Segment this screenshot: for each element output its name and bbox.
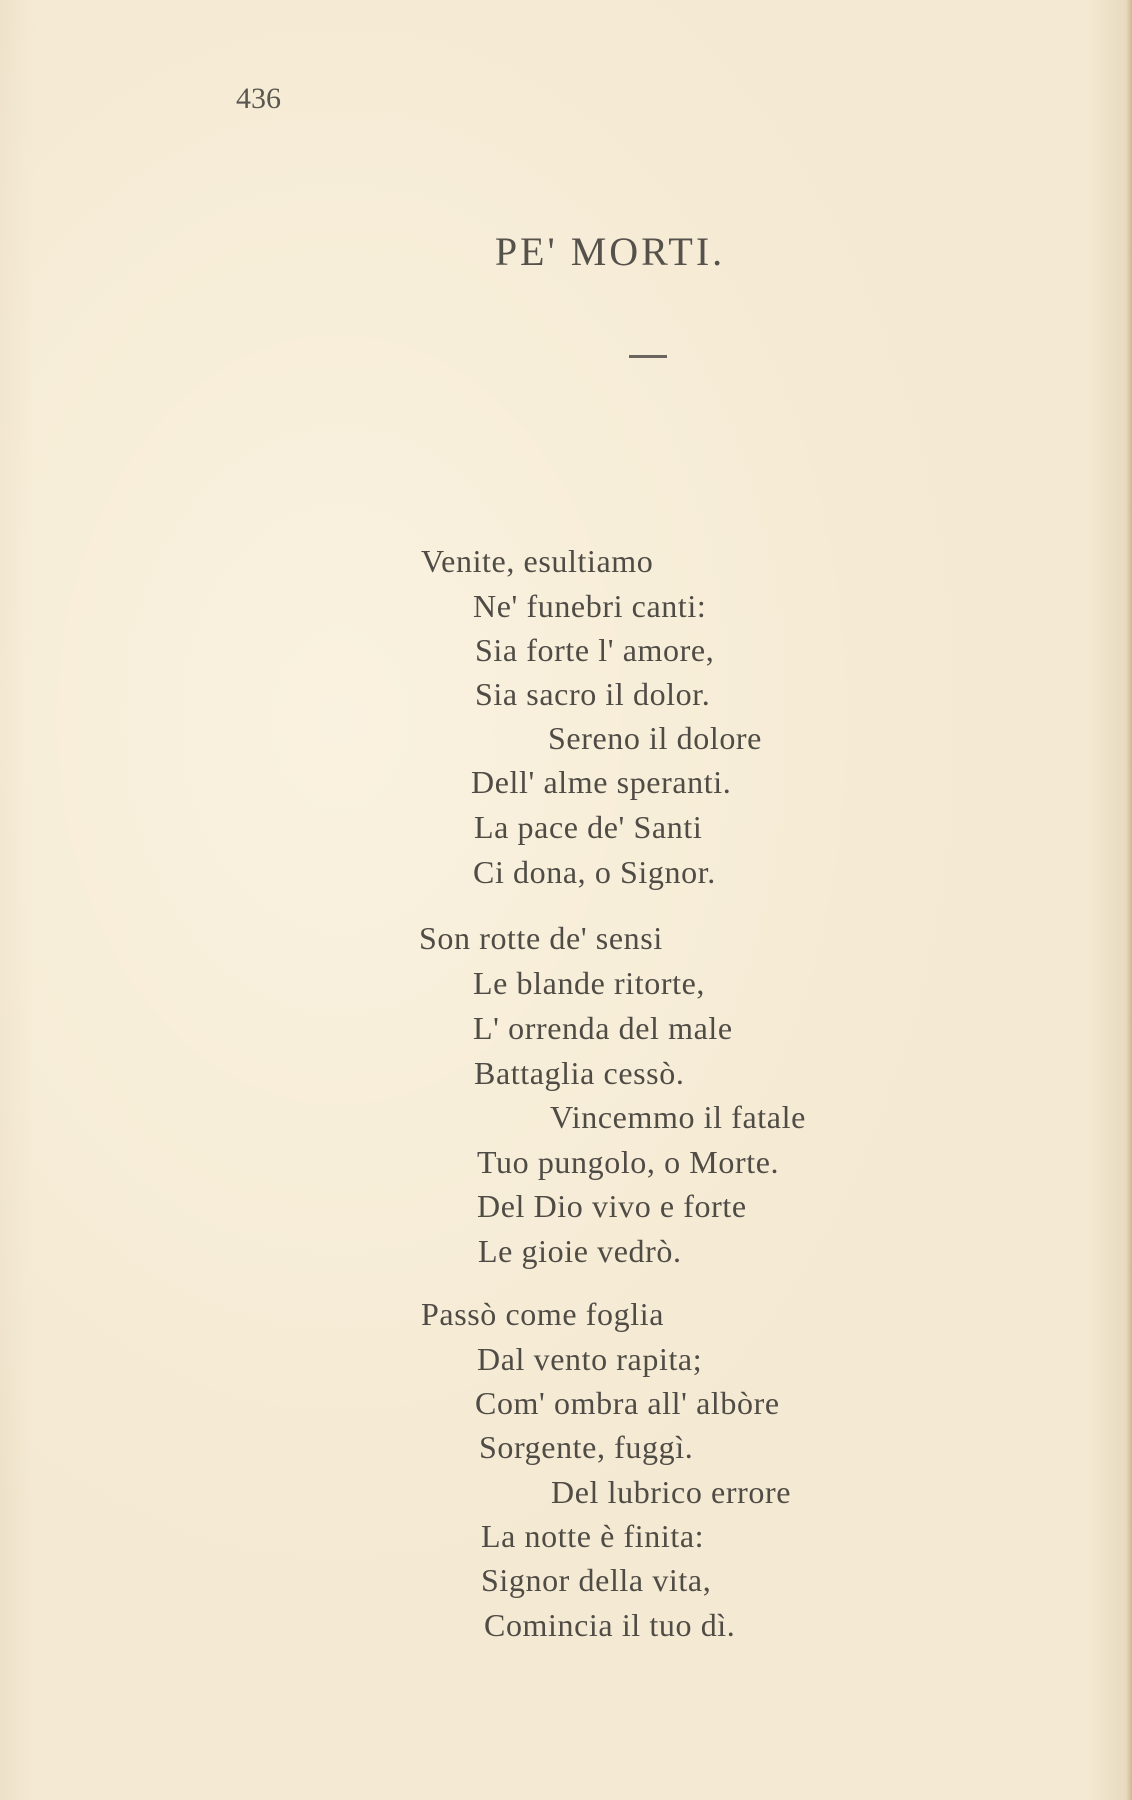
poem-line: Son rotte de' sensi xyxy=(419,920,663,956)
poem-line: La pace de' Santi xyxy=(474,809,703,845)
poem-line: Del Dio vivo e forte xyxy=(477,1188,747,1224)
poem-line: Le blande ritorte, xyxy=(473,965,706,1001)
poem-line: Ne' funebri canti: xyxy=(473,588,707,624)
poem-line: Sia sacro il dolor. xyxy=(475,676,711,712)
poem-line: L' orrenda del male xyxy=(473,1010,733,1046)
poem-title: PE' MORTI. xyxy=(494,229,726,274)
poem-line: Battaglia cessò. xyxy=(474,1055,685,1091)
poem-line: Del lubrico errore xyxy=(551,1474,792,1510)
poem-line: Le gioie vedrò. xyxy=(478,1233,682,1269)
poem-line: La notte è finita: xyxy=(481,1518,705,1554)
poem-line: Comincia il tuo dì. xyxy=(484,1607,736,1643)
poem-line: Com' ombra all' albòre xyxy=(475,1385,780,1421)
poem-line: Sorgente, fuggì. xyxy=(479,1429,694,1465)
poem-line: Dal vento rapita; xyxy=(477,1341,703,1377)
page-number: 436 xyxy=(236,82,281,115)
poem-line: Tuo pungolo, o Morte. xyxy=(477,1144,780,1180)
poem-line: Sereno il dolore xyxy=(548,720,762,756)
poem-line: Venite, esultiamo xyxy=(421,543,654,579)
poem-line: Signor della vita, xyxy=(481,1562,712,1598)
poem-line: Ci dona, o Signor. xyxy=(473,854,716,890)
poem-line: Vincemmo il fatale xyxy=(550,1099,806,1135)
poem-line: Dell' alme speranti. xyxy=(471,764,732,800)
poem-line: Passò come foglia xyxy=(421,1296,665,1332)
poem-line: Sia forte l' amore, xyxy=(475,632,715,668)
